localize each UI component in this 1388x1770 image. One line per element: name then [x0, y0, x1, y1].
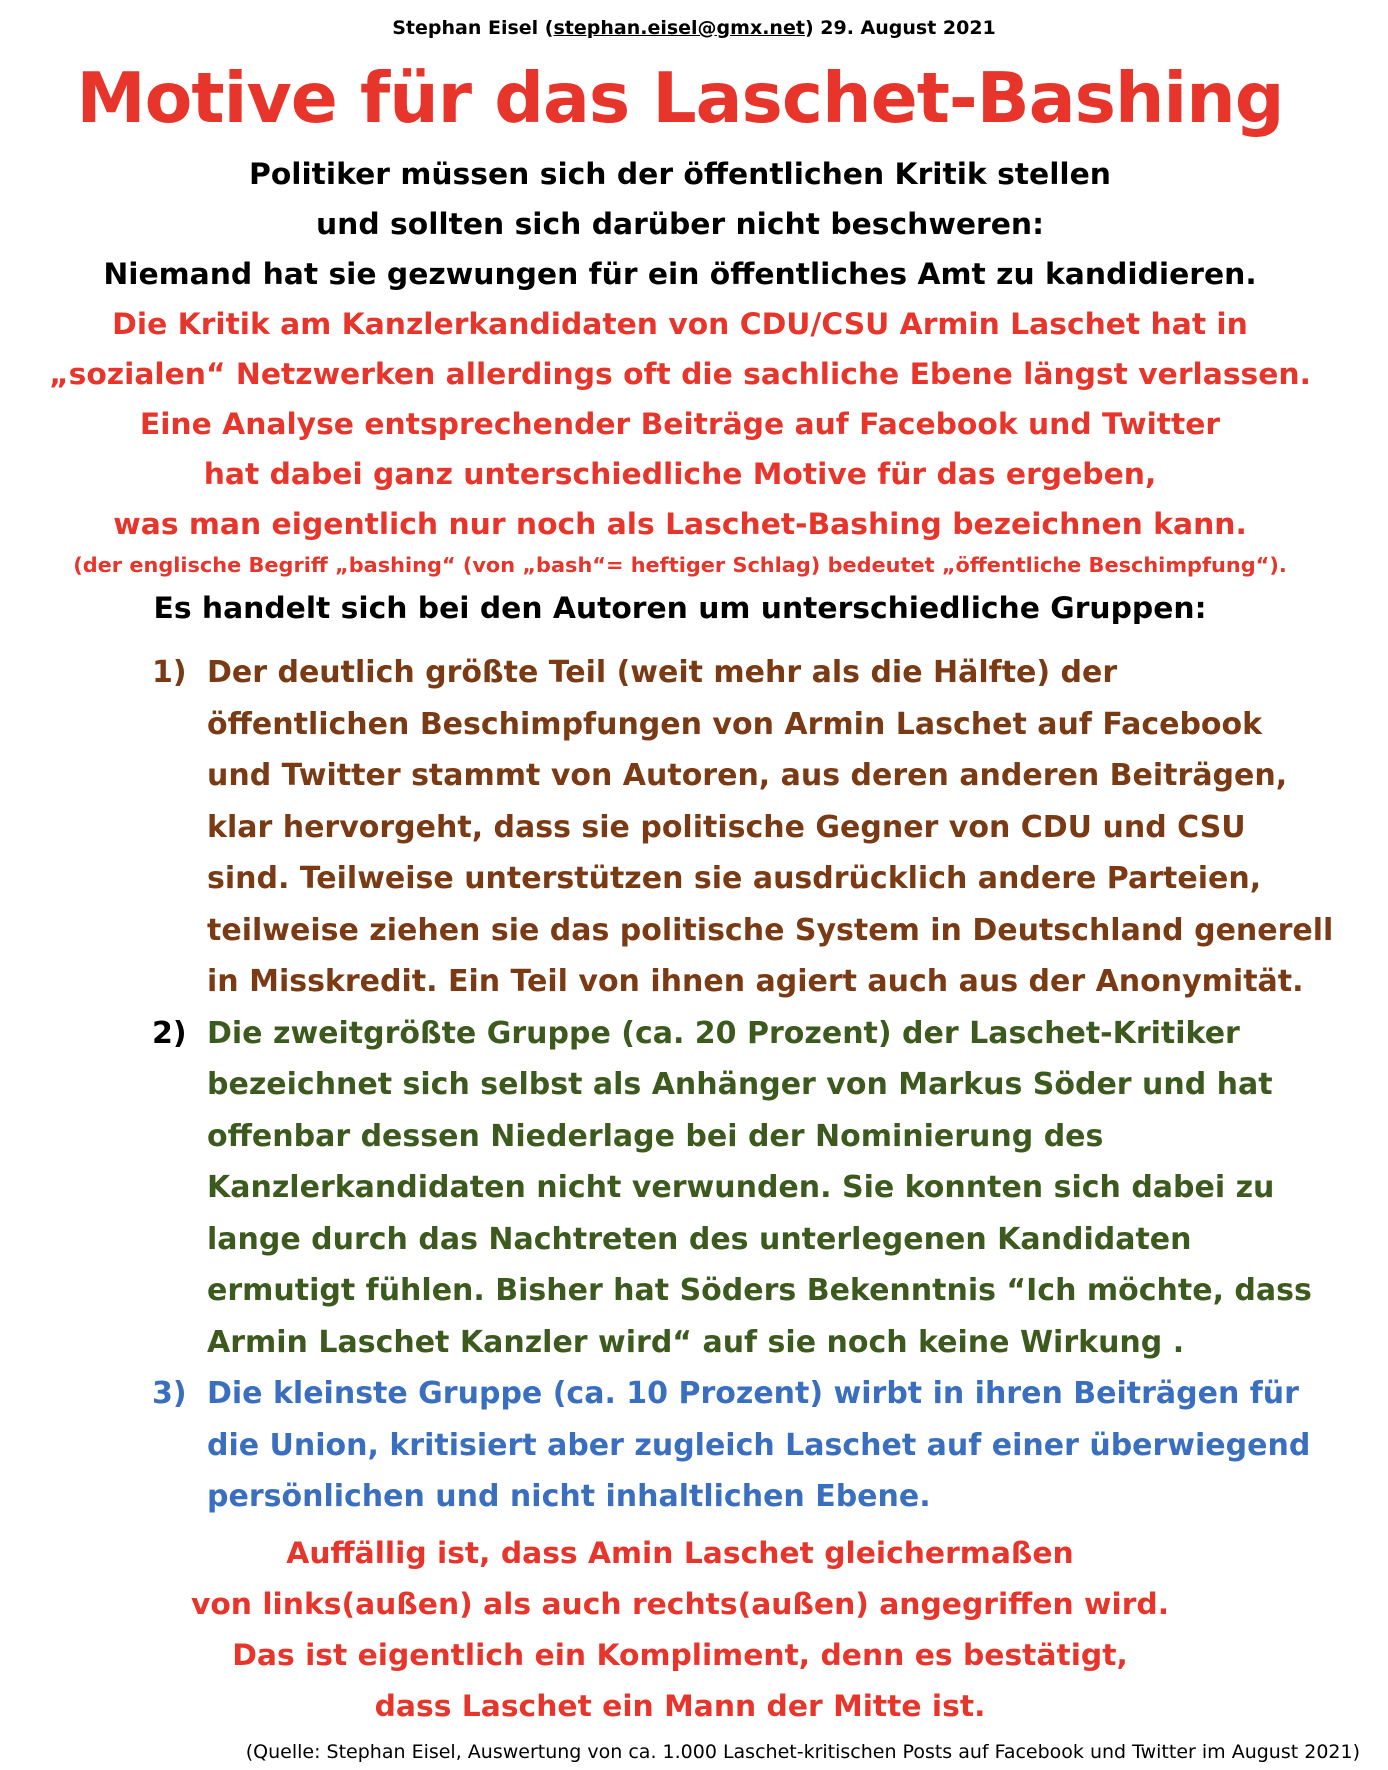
- group-number: 3): [152, 1376, 187, 1411]
- source-note: (Quelle: Stephan Eisel, Auswertung von ca. 1.000 Laschet-kritischen Posts auf Facebook und Twitter im August 2021): [245, 1741, 1360, 1763]
- closing-line: Das ist eigentlich ein Kompliment, denn es bestätigt,: [232, 1638, 1128, 1673]
- group-line: teilweise ziehen sie das politische System in Deutschland generell: [207, 912, 1334, 948]
- group-line: lange durch das Nachtreten des unterlegenen Kandidaten: [207, 1221, 1192, 1257]
- document-date: 29. August 2021: [820, 17, 996, 39]
- author-email-link[interactable]: stephan.eisel@gmx.net: [553, 17, 805, 39]
- group-item-1: [0, 647, 1388, 1008]
- definition-note: (der englische Begriff „bashing“ (von „bash“= heftiger Schlag) bedeutet „öffentliche Beschimpfung“).: [73, 553, 1287, 577]
- intro-red-line: was man eigentlich nur noch als Laschet-Bashing bezeichnen kann.: [113, 507, 1247, 542]
- group-text: [207, 1368, 1367, 1523]
- group-line: ermutigt fühlen. Bisher hat Söders Bekenntnis “Ich möchte, dass: [207, 1273, 1312, 1308]
- group-number: 2): [152, 1015, 187, 1051]
- group-line: die Union, kritisiert aber zugleich Laschet auf einer überwiegend: [207, 1427, 1311, 1463]
- groups-list: [0, 647, 1388, 1523]
- group-line: persönlichen und nicht inhaltlichen Ebene.: [207, 1479, 931, 1514]
- intro-line: Politiker müssen sich der öffentlichen Kritik stellen: [249, 157, 1111, 192]
- group-text: [207, 1008, 1367, 1369]
- intro-red-line: Eine Analyse entsprechender Beiträge auf Facebook und Twitter: [139, 407, 1221, 442]
- group-line: und Twitter stammt von Autoren, aus deren anderen Beiträgen,: [207, 758, 1288, 793]
- intro-red-line: Die Kritik am Kanzlerkandidaten von CDU/CSU Armin Laschet hat in: [112, 307, 1248, 342]
- group-line: klar hervorgeht, dass sie politische Gegner von CDU und CSU: [207, 809, 1246, 845]
- intro-section: [0, 150, 1360, 634]
- intro-red-line: hat dabei ganz unterschiedliche Motive für das ergeben,: [203, 457, 1157, 492]
- author-name: Stephan Eisel: [392, 17, 539, 39]
- groups-lead: Es handelt sich bei den Autoren um unterschiedliche Gruppen:: [153, 591, 1207, 626]
- group-line: in Misskredit. Ein Teil von ihnen agiert auch aus der Anonymität.: [207, 964, 1304, 999]
- group-line: Die zweitgrößte Gruppe (ca. 20 Prozent) der Laschet-Kritiker: [207, 1015, 1240, 1051]
- group-line: Kanzlerkandidaten nicht verwunden. Sie konnten sich dabei zu: [207, 1170, 1275, 1205]
- group-line: bezeichnet sich selbst als Anhänger von Markus Söder und hat: [207, 1067, 1273, 1102]
- closing-line: Auffällig ist, dass Amin Laschet gleichermaßen: [286, 1536, 1074, 1571]
- closing-line: dass Laschet ein Mann der Mitte ist.: [374, 1689, 986, 1724]
- closing-statement: [0, 1528, 1360, 1732]
- group-number: 1): [152, 655, 187, 690]
- group-text: [207, 647, 1367, 1008]
- group-line: Die kleinste Gruppe (ca. 10 Prozent) wirbt in ihren Beiträgen für: [207, 1376, 1299, 1411]
- intro-line: Niemand hat sie gezwungen für ein öffentliches Amt zu kandidieren.: [103, 257, 1257, 292]
- group-line: öffentlichen Beschimpfungen von Armin Laschet auf Facebook: [207, 706, 1263, 742]
- document-title: Motive für das Laschet-Bashing: [76, 58, 1284, 139]
- group-item-3: [0, 1368, 1388, 1523]
- group-line: Armin Laschet Kanzler wird“ auf sie noch keine Wirkung .: [207, 1324, 1185, 1360]
- group-line: offenbar dessen Niederlage bei der Nominierung des: [207, 1118, 1104, 1154]
- intro-red-line: „sozialen“ Netzwerken allerdings oft die sachliche Ebene längst verlassen.: [49, 357, 1311, 392]
- byline: Stephan Eisel (stephan.eisel@gmx.net) 29. August 2021: [392, 17, 996, 39]
- closing-line: von links(außen) als auch rechts(außen) angegriffen wird.: [190, 1587, 1170, 1622]
- intro-line: und sollten sich darüber nicht beschweren:: [315, 207, 1045, 242]
- group-line: Der deutlich größte Teil (weit mehr als die Hälfte) der: [207, 655, 1118, 690]
- group-line: sind. Teilweise unterstützen sie ausdrücklich andere Parteien,: [207, 861, 1262, 896]
- group-item-2: [0, 1008, 1388, 1369]
